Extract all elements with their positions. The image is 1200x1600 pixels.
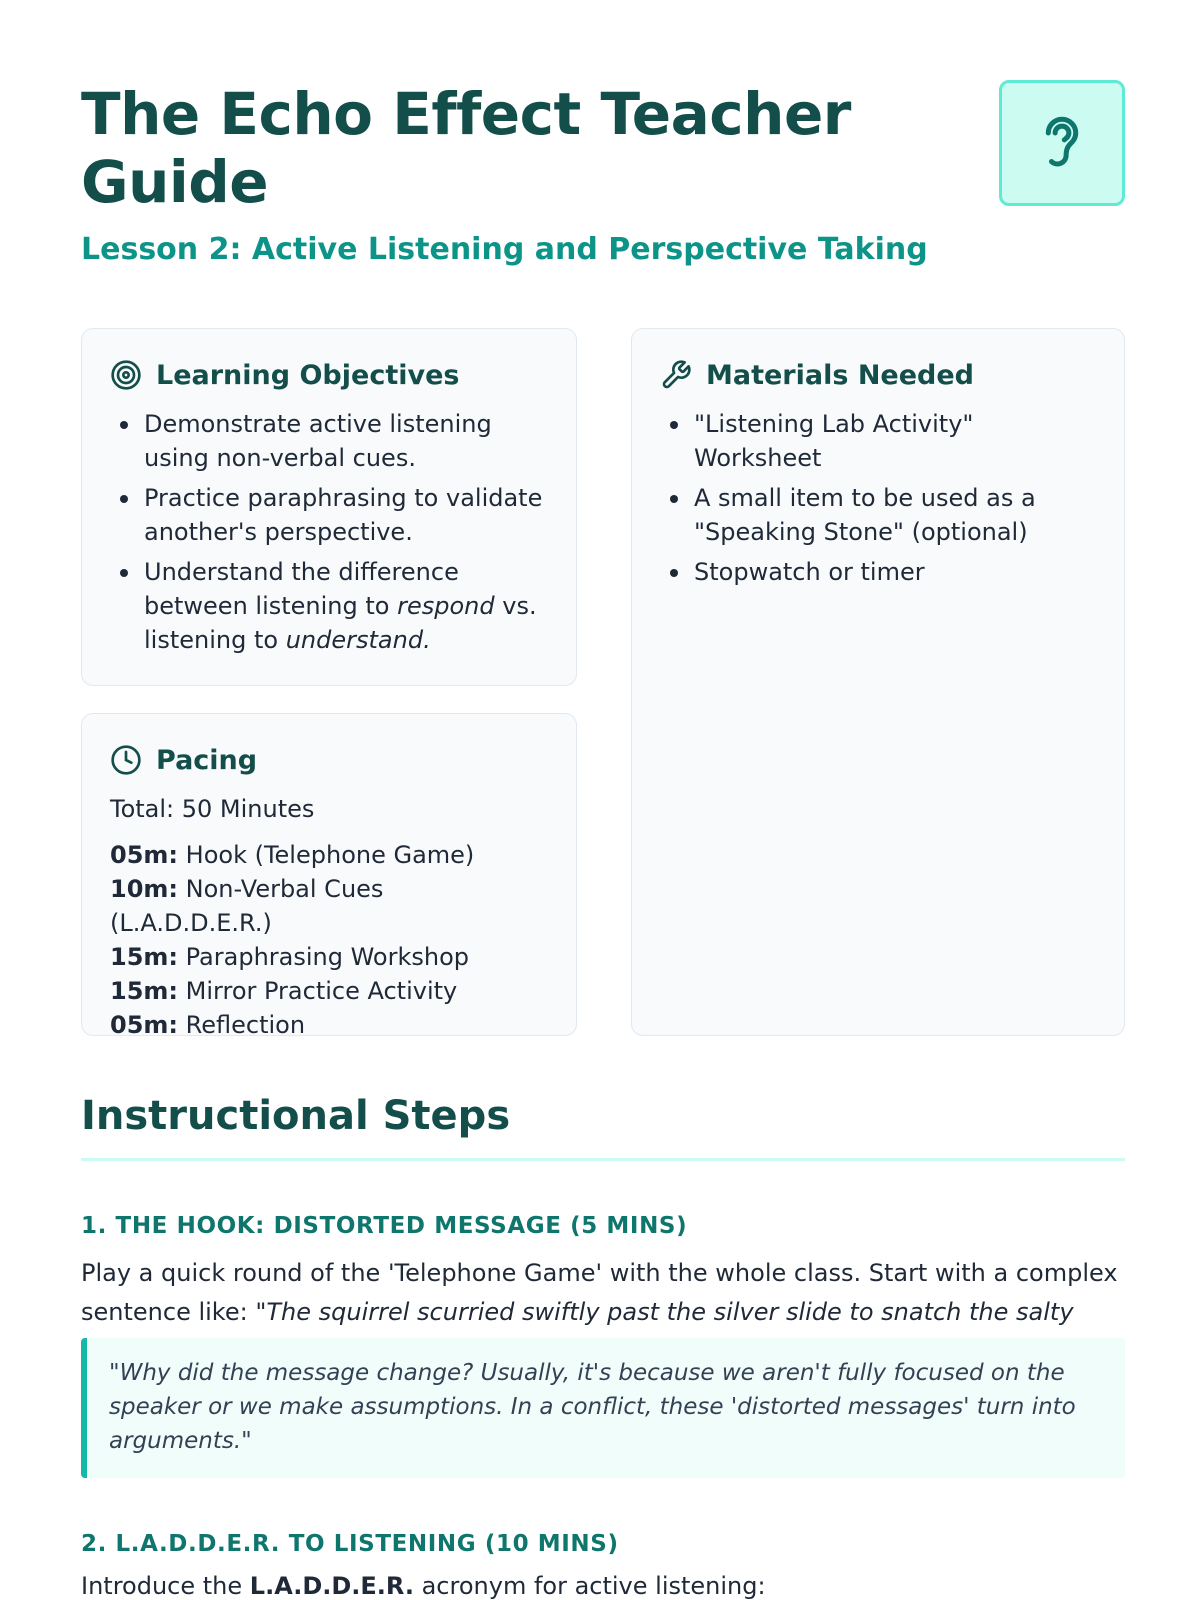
materials-card	[631, 328, 1125, 1036]
lesson-subtitle: Lesson 2: Active Listening and Perspective Taking	[81, 232, 928, 267]
discussion-callout: "Why did the message change? Usually, it's because we aren't fully focused on the speaker or we make assumptions. In a conflict, these 'distorted messages' turn into arguments."	[81, 1338, 1125, 1478]
item-text: Understand the difference between listening to	[144, 558, 459, 620]
page-title: The Echo Effect Teacher Guide	[81, 80, 851, 216]
pacing-row	[110, 940, 548, 974]
list-item	[110, 555, 548, 657]
clock-icon	[110, 744, 144, 778]
pacing-total: Total: 50 Minutes	[110, 795, 315, 823]
card-header	[110, 744, 548, 778]
card-heading: Pacing	[156, 745, 258, 776]
example-sentence: "The squirrel scurried swiftly past the silver slide to snatch the salty	[255, 1298, 1074, 1326]
pacing-label: Hook (Telephone Game)	[185, 841, 475, 869]
pacing-time: 05m:	[110, 1011, 179, 1039]
pacing-card	[81, 713, 577, 1039]
pacing-time: 10m:	[110, 875, 179, 903]
ear-icon	[1034, 109, 1090, 177]
card-heading: Materials Needed	[706, 360, 975, 391]
step-text: Play a quick round of the 'Telephone Game' with the whole class. Start with a complex sentence like:	[81, 1259, 1118, 1326]
pacing-row	[110, 974, 548, 1008]
target-icon	[110, 359, 144, 393]
card-header	[660, 359, 1096, 393]
pacing-row	[110, 838, 548, 872]
pacing-row	[110, 1008, 548, 1042]
list-item: Stopwatch or timer	[660, 555, 1096, 589]
pacing-time: 15m:	[110, 977, 179, 1005]
materials-list	[660, 407, 1096, 589]
step-1-title: 1. THE HOOK: DISTORTED MESSAGE (5 MINS)	[81, 1213, 688, 1239]
acronym: L.A.D.D.E.R.	[249, 1572, 414, 1600]
list-item: "Listening Lab Activity" Worksheet	[660, 407, 1096, 475]
section-title: Instructional Steps	[81, 1093, 511, 1139]
pacing-label: Mirror Practice Activity	[185, 977, 458, 1005]
pacing-label: Non-Verbal Cues (L.A.D.D.E.R.)	[110, 875, 384, 937]
learning-objectives-card	[81, 328, 577, 686]
pacing-label: Paraphrasing Workshop	[185, 943, 470, 971]
pacing-time: 05m:	[110, 841, 179, 869]
pacing-row	[110, 872, 548, 940]
item-text: vs. listening to	[144, 592, 537, 654]
card-heading: Learning Objectives	[156, 360, 460, 391]
step-text: Introduce the	[81, 1572, 250, 1600]
list-item: Demonstrate active listening using non-verbal cues.	[110, 407, 548, 475]
wrench-icon	[660, 359, 694, 393]
card-header	[110, 359, 548, 393]
list-item: A small item to be used as a "Speaking Stone" (optional)	[660, 481, 1096, 549]
item-emphasis: respond	[397, 592, 495, 620]
pacing-label: Reflection	[185, 1011, 306, 1039]
pacing-time: 15m:	[110, 943, 179, 971]
step-text: acronym for active listening:	[413, 1572, 766, 1600]
list-item: Practice paraphrasing to validate another's perspective.	[110, 481, 548, 549]
objectives-list	[110, 407, 548, 657]
page-header	[81, 0, 1125, 300]
item-text: .	[423, 626, 431, 654]
logo-badge	[999, 80, 1125, 206]
step-2-title: 2. L.A.D.D.E.R. TO LISTENING (10 MINS)	[81, 1531, 619, 1557]
step-2-text	[81, 1567, 1125, 1600]
section-divider	[81, 1158, 1125, 1161]
item-emphasis: understand	[285, 626, 424, 654]
teacher-guide-page	[81, 0, 1125, 1600]
